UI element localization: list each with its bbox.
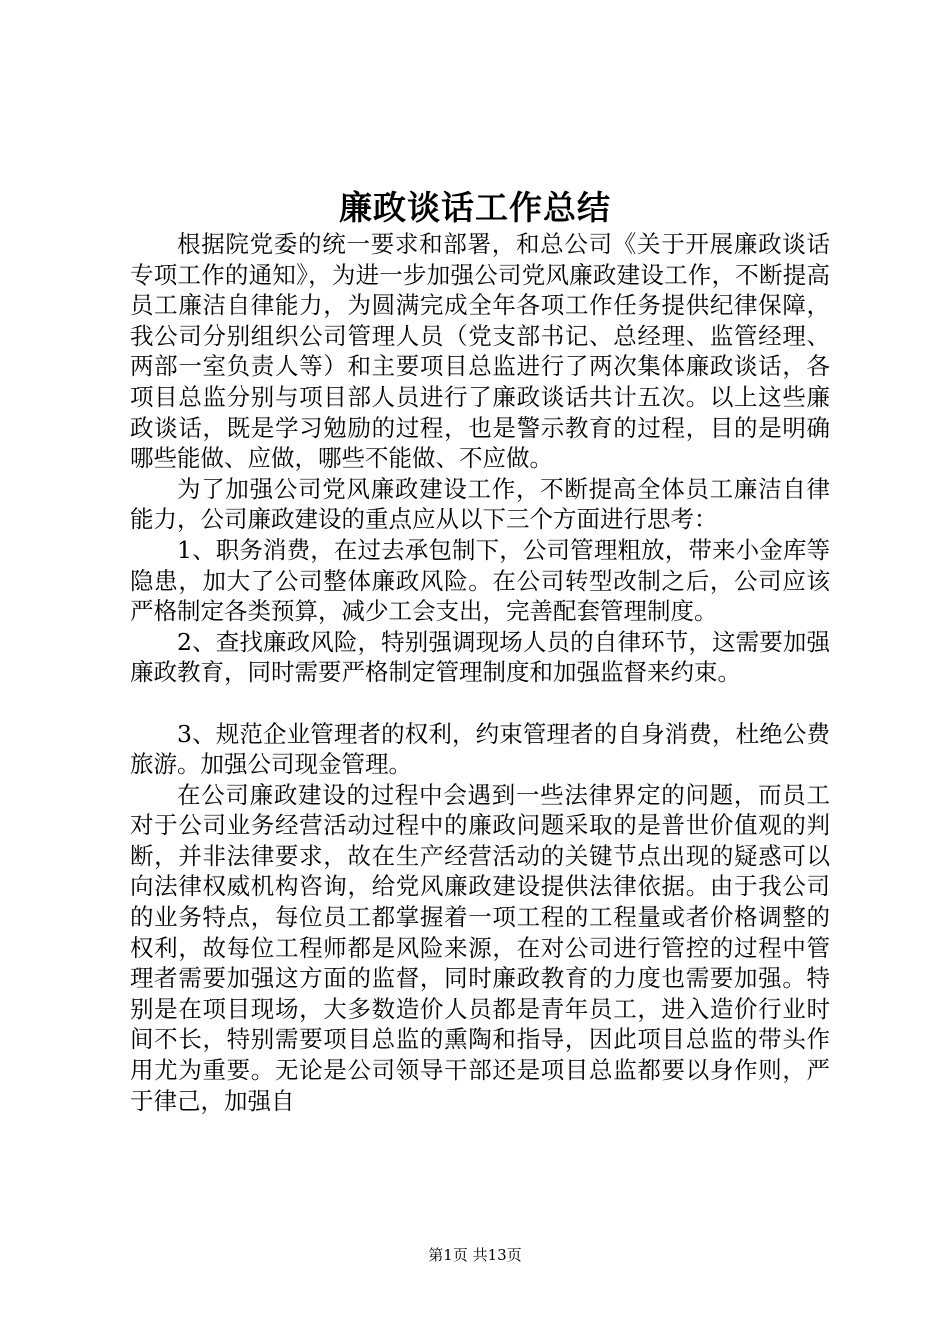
closing-paragraph: 在公司廉政建设的过程中会遇到一些法律界定的问题，而员工对于公司业务经营活动过程中的廉政问题采取的是普世价值观的判断，并非法律要求，故在生产经营活动的关键节点出现的疑惑可以向法律权威机构咨询，给党风廉政建设提供法律依据。由于我公司的业务特点，每位员工都掌握着一项工程的工程量或者价格调整的权利，故每位工程师都是风险来源，在对公司进行管控的过程中管理者需要加强这方面的监督，同时廉政教育的力度也需要加强。特别是在项目现场，大多数造价人员都是青年员工，进入造价行业时间不长，特别需要项目总监的熏陶和指导，因此项目总监的带头作用尤为重要。无论是公司领导干部还是项目总监都要以身作则，严于律己，加强自 bbox=[130, 780, 830, 1115]
document-body bbox=[130, 229, 830, 1116]
page-number-footer: 第1页 共13页 bbox=[428, 1246, 522, 1264]
point-1-paragraph: 1、职务消费，在过去承包制下，公司管理粗放，带来小金库等隐患，加大了公司整体廉政风险。在公司转型改制之后，公司应该严格制定各类预算，减少工会支出，完善配套管理制度。 bbox=[130, 535, 830, 626]
point-2-paragraph: 2、查找廉政风险，特别强调现场人员的自律环节，这需要加强廉政教育，同时需要严格制定管理制度和加强监督来约束。 bbox=[130, 627, 830, 687]
focus-paragraph: 为了加强公司党风廉政建设工作，不断提高全体员工廉洁自律能力，公司廉政建设的重点应从以下三个方面进行思考： bbox=[130, 474, 830, 534]
paragraph-gap bbox=[130, 688, 830, 719]
document-title: 廉政谈话工作总结 bbox=[339, 188, 611, 227]
intro-paragraph: 根据院党委的统一要求和部署，和总公司《关于开展廉政谈话专项工作的通知》，为进一步加强公司党风廉政建设工作，不断提高员工廉洁自律能力，为圆满完成全年各项工作任务提供纪律保障，我公司分别组织公司管理人员（党支部书记、总经理、监管经理、两部一室负责人等）和主要项目总监进行了两次集体廉政谈话，各项目总监分别与项目部人员进行了廉政谈话共计五次。以上这些廉政谈话，既是学习勉励的过程，也是警示教育的过程，目的是明确哪些能做、应做，哪些不能做、不应做。 bbox=[130, 230, 830, 473]
point-3-paragraph: 3、规范企业管理者的权利，约束管理者的自身消费，杜绝公费旅游。加强公司现金管理。 bbox=[130, 719, 830, 779]
